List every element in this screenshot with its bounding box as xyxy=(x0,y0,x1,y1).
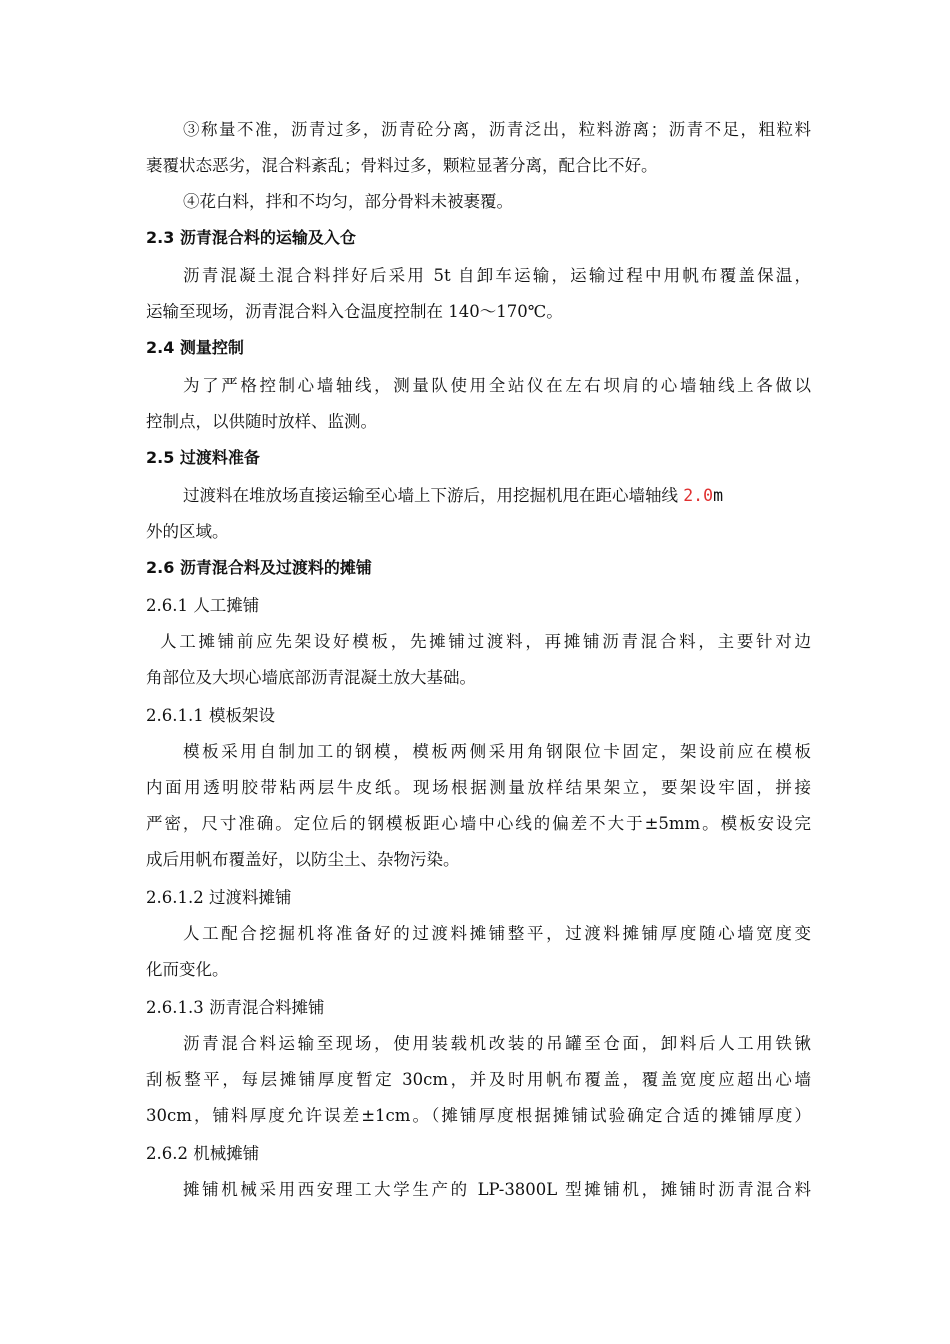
subsection-heading-2-6-1: 2.6.1 人工摊铺 xyxy=(146,596,260,615)
paragraph-line: 内面用透明胶带粘两层牛皮纸。现场根据测量放样结果架立，要架设牢固，拼接 xyxy=(146,778,811,797)
paragraph-line: 刮板整平，每层摊铺厚度暂定 30cm，并及时用帆布覆盖，覆盖宽度应超出心墙 xyxy=(146,1070,811,1089)
section-heading-2-6: 2.6 沥青混合料及过渡料的摊铺 xyxy=(146,558,372,577)
subsection-heading-2-6-1-2: 2.6.1.2 过渡料摊铺 xyxy=(146,888,292,907)
section-heading-2-3: 2.3 沥青混合料的运输及入仓 xyxy=(146,228,356,247)
paragraph-line: 化而变化。 xyxy=(146,960,229,979)
unit-text: m xyxy=(713,486,723,505)
paragraph-line: 摊铺机械采用西安理工大学生产的 LP-3800L 型摊铺机，摊铺时沥青混合料 xyxy=(183,1180,811,1199)
paragraph-line: 运输至现场，沥青混合料入仓温度控制在 140～170℃。 xyxy=(146,302,563,321)
subsection-heading-2-6-1-1: 2.6.1.1 模板架设 xyxy=(146,706,275,725)
paragraph-line: 沥青混合料运输至现场，使用装载机改装的吊罐至仓面，卸料后人工用铁锹 xyxy=(183,1034,811,1053)
paragraph-line: 外的区域。 xyxy=(146,522,229,541)
paragraph-line: 裹覆状态恶劣，混合料紊乱；骨料过多，颗粒显著分离，配合比不好。 xyxy=(146,156,658,175)
subsection-heading-2-6-2: 2.6.2 机械摊铺 xyxy=(146,1144,260,1163)
paragraph-line: ④花白料，拌和不均匀，部分骨料未被裹覆。 xyxy=(183,192,513,211)
paragraph-line: 为了严格控制心墙轴线，测量队使用全站仪在左右坝肩的心墙轴线上各做以 xyxy=(183,376,811,395)
paragraph-line: 人工摊铺前应先架设好模板，先摊铺过渡料，再摊铺沥青混合料，主要针对边 xyxy=(160,632,811,651)
paragraph-line: 严密，尺寸准确。定位后的钢模板距心墙中心线的偏差不大于±5mm。模板安设完 xyxy=(146,814,811,833)
section-heading-2-4: 2.4 测量控制 xyxy=(146,338,244,357)
highlighted-value: 2.0 xyxy=(683,486,714,505)
section-heading-2-5: 2.5 过渡料准备 xyxy=(146,448,260,467)
paragraph-line: 沥青混凝土混合料拌好后采用 5t 自卸车运输，运输过程中用帆布覆盖保温， xyxy=(183,266,811,285)
paragraph-line: 模板采用自制加工的钢模，模板两侧采用角钢限位卡固定，架设前应在模板 xyxy=(183,742,811,761)
paragraph-line: 控制点，以供随时放样、监测。 xyxy=(146,412,377,431)
paragraph-line: 30cm，铺料厚度允许误差±1cm。（摊铺厚度根据摊铺试验确定合适的摊铺厚度） xyxy=(146,1106,811,1125)
paragraph-line: ③称量不准，沥青过多，沥青砼分离，沥青泛出，粒料游离；沥青不足，粗粒料 xyxy=(183,120,811,139)
paragraph-line xyxy=(183,484,811,508)
paragraph-line: 角部位及大坝心墙底部沥青混凝土放大基础。 xyxy=(146,668,476,687)
subsection-heading-2-6-1-3: 2.6.1.3 沥青混合料摊铺 xyxy=(146,998,325,1017)
text-segment: 过渡料在堆放场直接运输至心墙上下游后，用挖掘机甩在距心墙轴线 xyxy=(183,486,684,505)
paragraph-line: 人工配合挖掘机将准备好的过渡料摊铺整平，过渡料摊铺厚度随心墙宽度变 xyxy=(183,924,811,943)
paragraph-line: 成后用帆布覆盖好，以防尘土、杂物污染。 xyxy=(146,850,460,869)
